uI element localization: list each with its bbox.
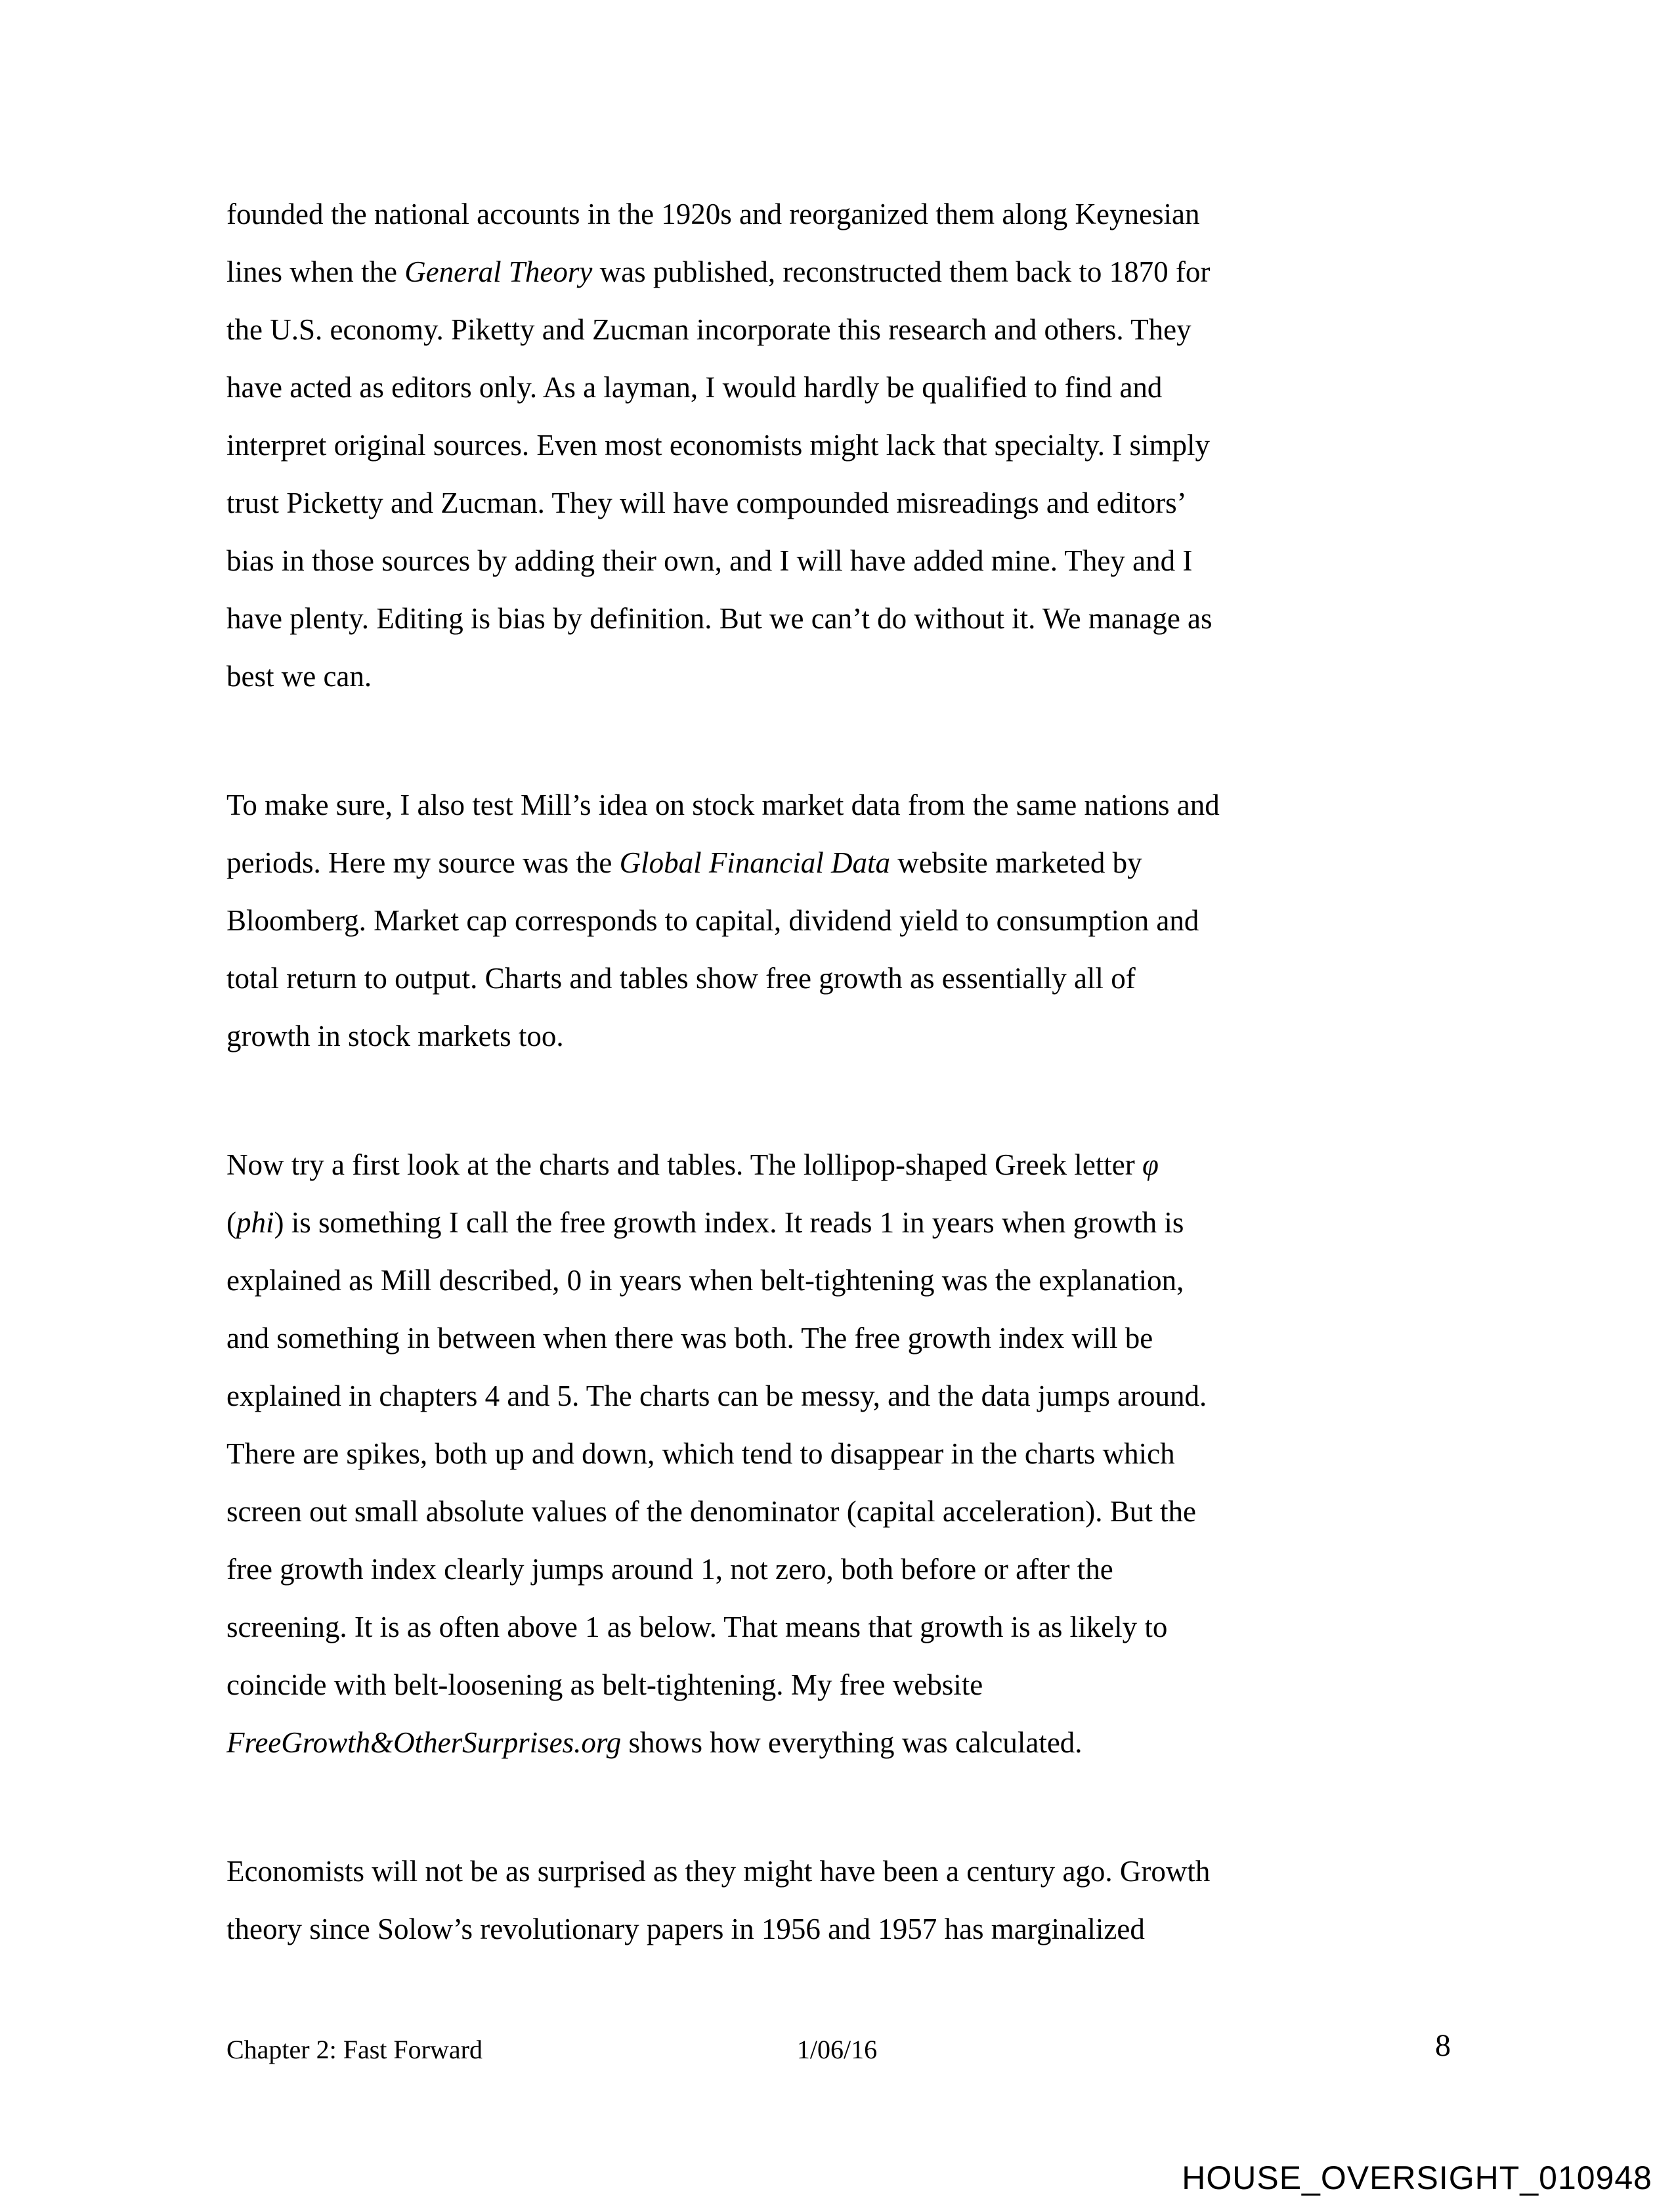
text-line — [226, 358, 1461, 416]
footer-date: 1/06/16 — [796, 2035, 878, 2064]
body-text — [226, 185, 1461, 1958]
text-run: screening. It is as often above 1 as below. That means that growth is as likely to — [226, 1611, 1168, 1643]
text-run: There are spikes, both up and down, which tend to disappear in the charts which — [226, 1437, 1175, 1470]
text-run: and something in between when there was both. The free growth index will be — [226, 1322, 1153, 1355]
italic-text-run: φ — [1142, 1148, 1159, 1181]
text-line — [226, 1425, 1461, 1483]
text-line — [226, 647, 1461, 705]
text-run: explained as Mill described, 0 in years when belt-tightening was the explanation, — [226, 1264, 1184, 1297]
text-line — [226, 1136, 1461, 1194]
text-run: website marketed by — [890, 846, 1142, 879]
text-line — [226, 892, 1461, 949]
text-run: Now try a first look at the charts and tables. The lollipop-shaped Greek letter — [226, 1148, 1142, 1181]
text-run: shows how everything was calculated. — [621, 1726, 1083, 1759]
text-line — [226, 1656, 1461, 1714]
text-line — [226, 1007, 1461, 1065]
text-line — [226, 949, 1461, 1007]
italic-text-run: phi — [236, 1206, 274, 1239]
text-run: interpret original sources. Even most economists might lack that specialty. I simply — [226, 429, 1211, 462]
footer-page-number: 8 — [1435, 2028, 1451, 2063]
paragraph — [226, 776, 1461, 1065]
text-line — [226, 1842, 1461, 1900]
text-line — [226, 1251, 1461, 1309]
italic-text-run: FreeGrowth&OtherSurprises.org — [226, 1726, 622, 1759]
paragraph — [226, 1136, 1461, 1771]
paragraph — [226, 185, 1461, 705]
text-line — [226, 1483, 1461, 1540]
text-line — [226, 416, 1461, 474]
text-run: best we can. — [226, 660, 372, 693]
text-line — [226, 590, 1461, 647]
paragraph — [226, 1842, 1461, 1958]
text-run: screen out small absolute values of the denominator (capital acceleration). But the — [226, 1495, 1196, 1528]
text-line — [226, 1194, 1461, 1251]
page-footer — [0, 2028, 1674, 2073]
text-run: trust Picketty and Zucman. They will have compounded misreadings and editors’ — [226, 487, 1187, 519]
italic-text-run: Global Financial Data — [619, 846, 891, 879]
text-run: explained in chapters 4 and 5. The charts can be messy, and the data jumps around. — [226, 1379, 1207, 1412]
text-run: periods. Here my source was the — [226, 846, 620, 879]
text-line — [226, 185, 1461, 243]
bates-stamp: HOUSE_OVERSIGHT_010948 — [1182, 2159, 1652, 2196]
text-run: theory since Solow’s revolutionary papers in 1956 and 1957 has marginalized — [226, 1913, 1145, 1945]
text-run: bias in those sources by adding their own, and I will have added mine. They and I — [226, 544, 1193, 577]
footer-chapter-label: Chapter 2: Fast Forward — [226, 2035, 483, 2064]
text-run: Bloomberg. Market cap corresponds to capital, dividend yield to consumption and — [226, 904, 1199, 937]
text-line — [226, 1309, 1461, 1367]
text-run: growth in stock markets too. — [226, 1020, 564, 1052]
text-line — [226, 776, 1461, 834]
text-run: ) is something I call the free growth index. It reads 1 in years when growth is — [274, 1206, 1184, 1239]
text-run: ( — [226, 1206, 236, 1239]
text-run: have plenty. Editing is bias by definition. But we can’t do without it. We manage as — [226, 602, 1213, 635]
text-line — [226, 301, 1461, 358]
text-run: the U.S. economy. Piketty and Zucman incorporate this research and others. They — [226, 313, 1191, 346]
text-run: founded the national accounts in the 1920s and reorganized them along Keynesian — [226, 198, 1200, 230]
text-line — [226, 532, 1461, 590]
text-line — [226, 1598, 1461, 1656]
text-run: total return to output. Charts and tables show free growth as essentially all of — [226, 962, 1136, 995]
text-line — [226, 1714, 1461, 1771]
italic-text-run: General Theory — [404, 255, 593, 288]
text-line — [226, 1900, 1461, 1958]
text-line — [226, 474, 1461, 532]
text-line — [226, 1367, 1461, 1425]
text-line — [226, 243, 1461, 301]
text-line — [226, 1540, 1461, 1598]
text-line — [226, 834, 1461, 892]
text-run: Economists will not be as surprised as they might have been a century ago. Growth — [226, 1855, 1211, 1888]
text-run: coincide with belt-loosening as belt-tightening. My free website — [226, 1668, 983, 1701]
text-run: To make sure, I also test Mill’s idea on stock market data from the same nations and — [226, 789, 1220, 821]
text-run: lines when the — [226, 255, 405, 288]
text-run: was published, reconstructed them back to 1870 for — [592, 255, 1211, 288]
text-run: have acted as editors only. As a layman, I would hardly be qualified to find and — [226, 371, 1163, 404]
text-run: free growth index clearly jumps around 1, not zero, both before or after the — [226, 1553, 1113, 1586]
